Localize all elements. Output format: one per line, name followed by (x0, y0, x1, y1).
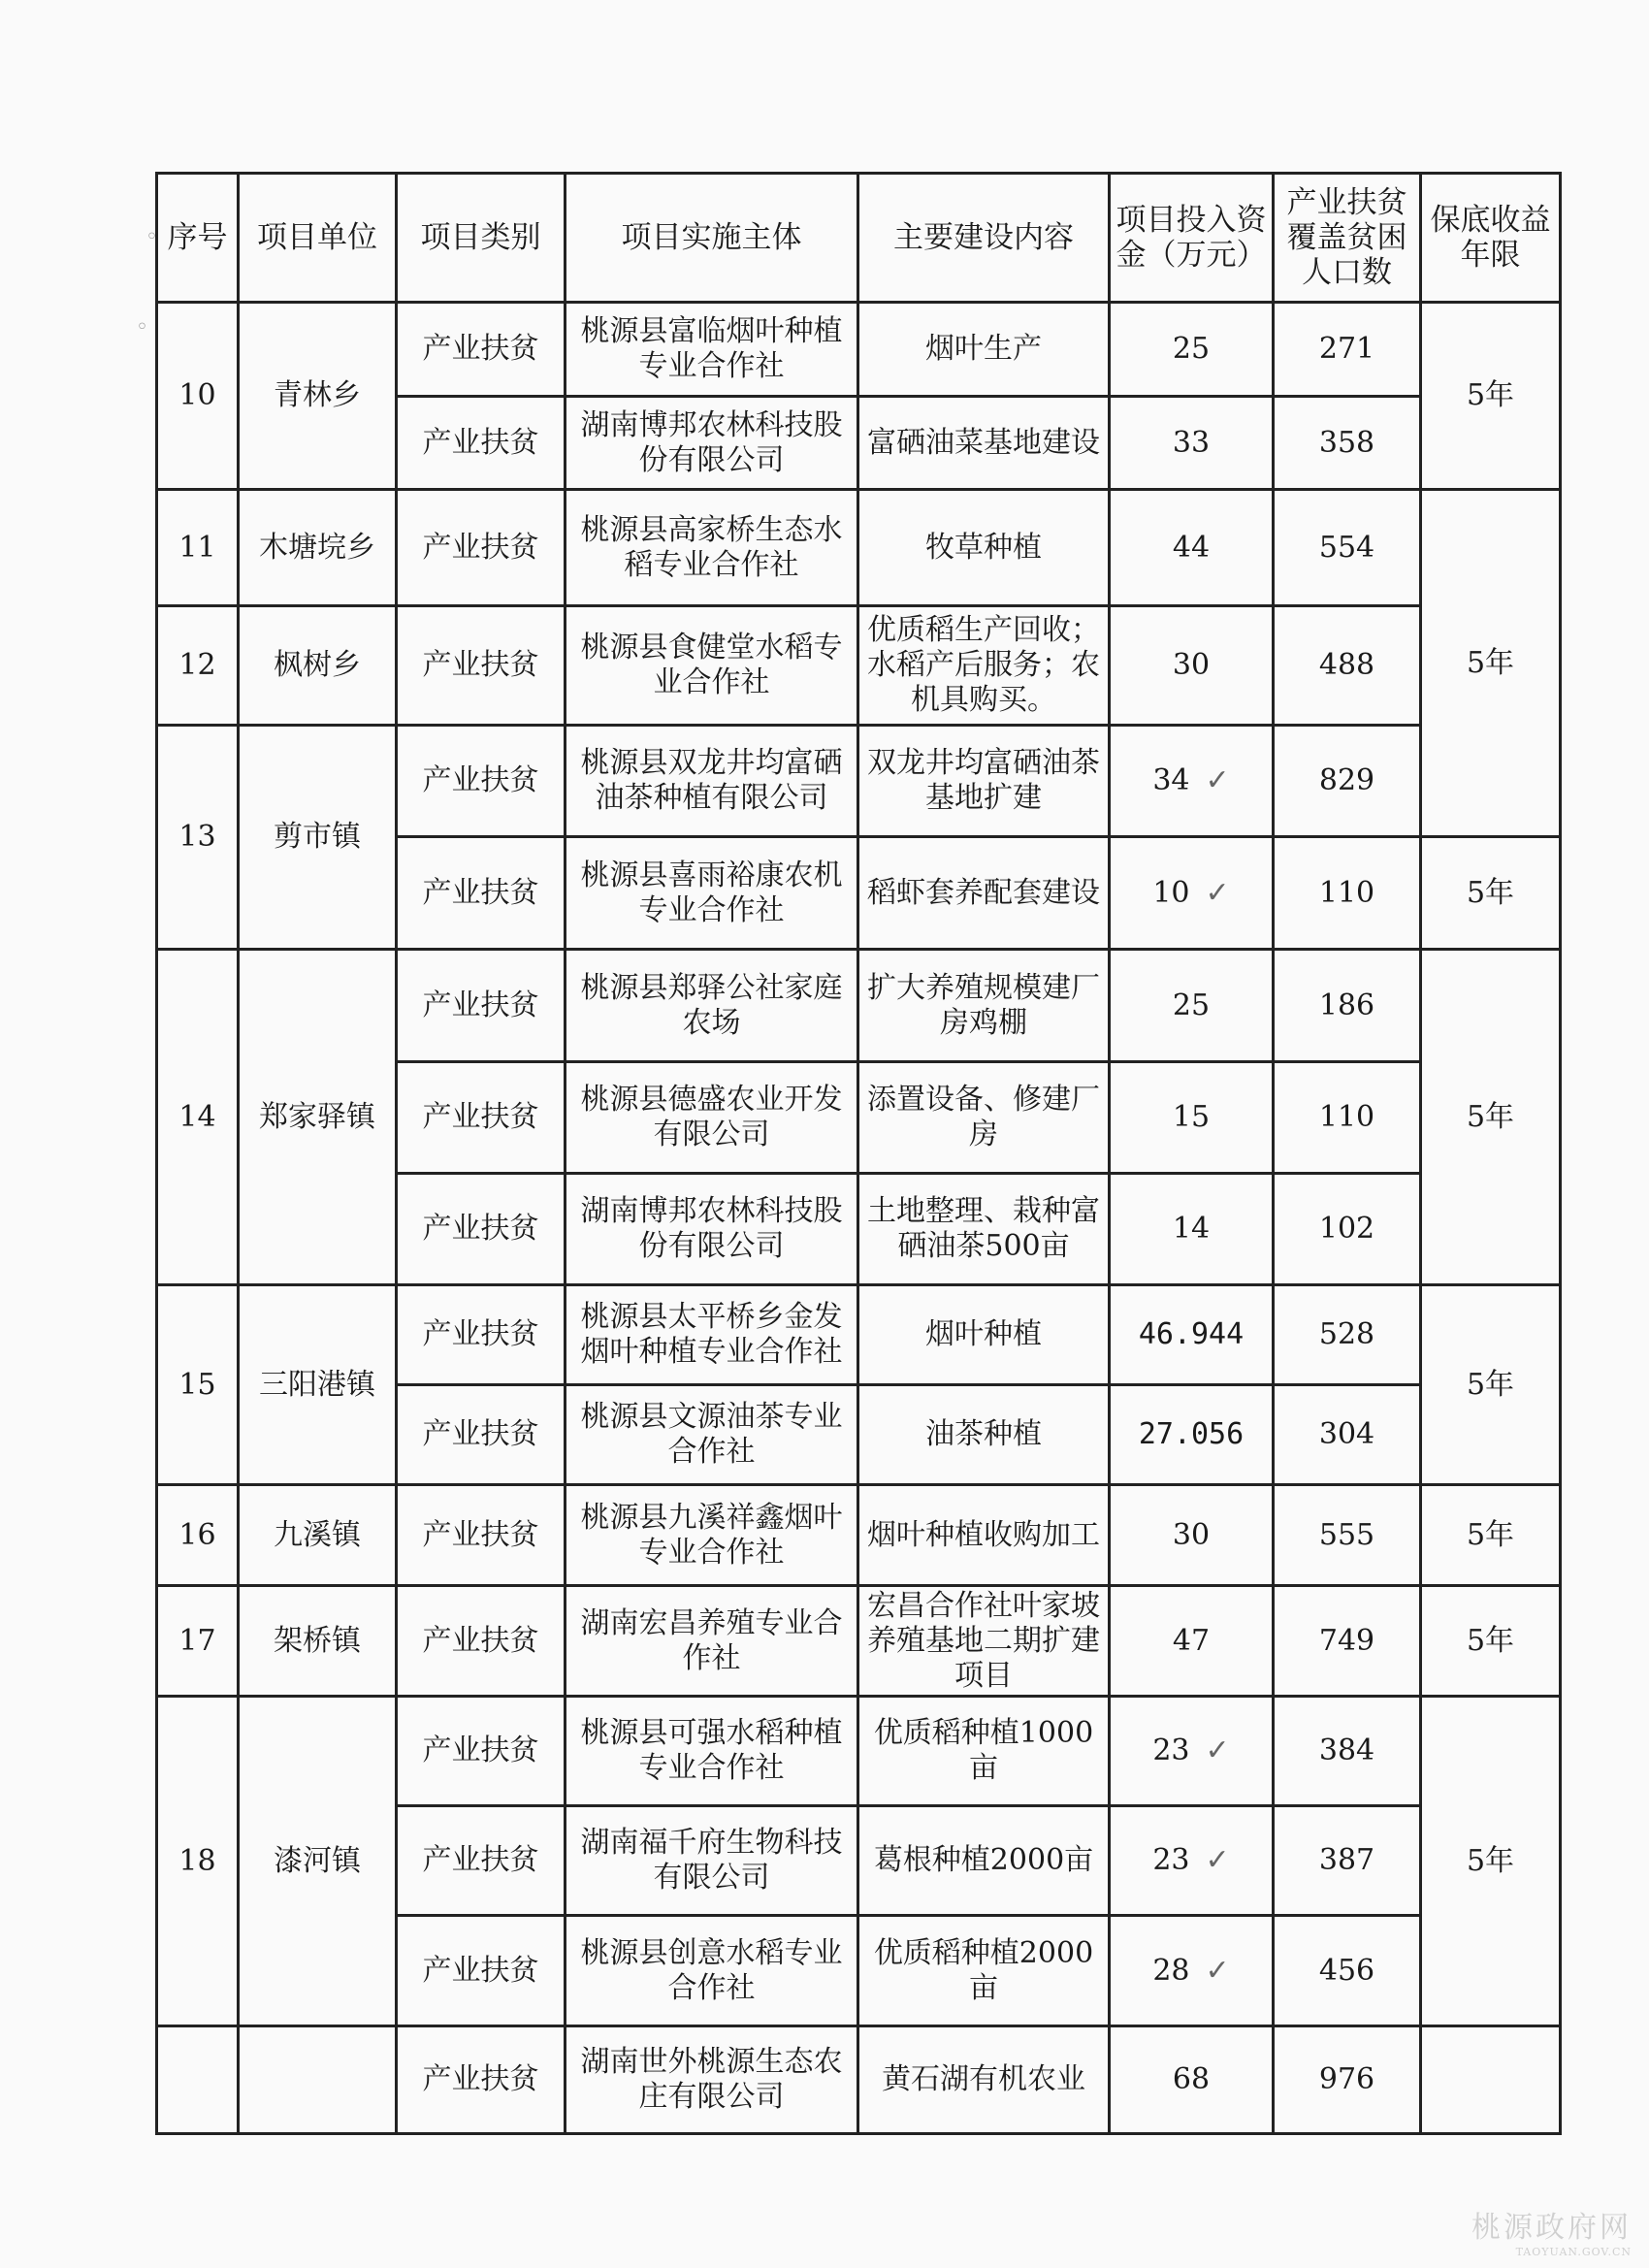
coverage-cell: 488 (1274, 606, 1421, 726)
content-cell: 优质稻种植2000亩 (858, 1916, 1110, 2026)
unit-cell: 三阳港镇 (239, 1285, 397, 1485)
unit-cell: 漆河镇 (239, 1697, 397, 2026)
coverage-cell: 829 (1274, 726, 1421, 837)
entity-cell: 湖南世外桃源生态农庄有限公司 (566, 2026, 858, 2134)
content-cell: 优质稻生产回收；水稻产后服务；农机具购买。 (858, 606, 1110, 726)
investment-cell: 30 (1110, 1485, 1274, 1586)
header-seq: 序号 (157, 174, 239, 303)
header-years: 保底收益年限 (1421, 174, 1561, 303)
category-cell: 产业扶贫 (397, 1586, 566, 1697)
content-cell: 富硒油菜基地建设 (858, 397, 1110, 490)
punch-mark: ◦ (146, 225, 158, 249)
entity-cell: 桃源县文源油茶专业合作社 (566, 1385, 858, 1485)
investment-value: 28 (1152, 1953, 1190, 1988)
investment-cell: 33 (1110, 397, 1274, 490)
investment-cell: 44 (1110, 490, 1274, 606)
investment-value: 34 (1152, 763, 1190, 797)
investment-cell: 68 (1110, 2026, 1274, 2134)
seq-cell (157, 2026, 239, 2134)
entity-cell: 桃源县喜雨裕康农机专业合作社 (566, 837, 858, 950)
seq-cell: 15 (157, 1285, 239, 1485)
coverage-cell: 271 (1274, 303, 1421, 397)
years-cell: 5年 (1421, 837, 1561, 950)
unit-cell: 枫树乡 (239, 606, 397, 726)
category-cell: 产业扶贫 (397, 2026, 566, 2134)
entity-cell: 桃源县食健堂水稻专业合作社 (566, 606, 858, 726)
seq-cell: 17 (157, 1586, 239, 1697)
investment-cell: 25 (1110, 950, 1274, 1062)
investment-cell (1110, 1806, 1274, 1916)
table-row (157, 606, 1561, 726)
table-header-row (157, 174, 1561, 303)
header-content: 主要建设内容 (858, 174, 1110, 303)
years-cell: 5年 (1421, 1586, 1561, 1697)
table-row (157, 303, 1561, 397)
investment-cell: 47 (1110, 1586, 1274, 1697)
entity-cell: 桃源县创意水稻专业合作社 (566, 1916, 858, 2026)
investment-cell: 27.056 (1110, 1385, 1274, 1485)
investment-cell: 30 (1110, 606, 1274, 726)
project-table (155, 172, 1562, 2135)
content-cell: 土地整理、栽种富硒油茶500亩 (858, 1174, 1110, 1285)
investment-cell: 25 (1110, 303, 1274, 397)
header-coverage: 产业扶贫覆盖贫困人口数 (1274, 174, 1421, 303)
content-cell: 烟叶生产 (858, 303, 1110, 397)
check-mark-icon: ✓ (1205, 1733, 1230, 1767)
coverage-cell: 749 (1274, 1586, 1421, 1697)
entity-cell: 湖南博邦农林科技股份有限公司 (566, 1174, 858, 1285)
category-cell: 产业扶贫 (397, 1697, 566, 1806)
investment-cell (1110, 1697, 1274, 1806)
table-row (157, 1285, 1561, 1385)
watermark-url: TAOYUAN.GOV.CN (1515, 2246, 1632, 2258)
entity-cell: 湖南宏昌养殖专业合作社 (566, 1586, 858, 1697)
seq-cell: 16 (157, 1485, 239, 1586)
category-cell: 产业扶贫 (397, 1806, 566, 1916)
category-cell: 产业扶贫 (397, 950, 566, 1062)
years-cell: 5年 (1421, 490, 1561, 837)
check-mark-icon: ✓ (1205, 875, 1230, 910)
content-cell: 葛根种植2000亩 (858, 1806, 1110, 1916)
punch-mark: ◦ (136, 315, 148, 340)
header-category: 项目类别 (397, 174, 566, 303)
unit-cell: 剪市镇 (239, 726, 397, 950)
years-cell: 5年 (1421, 1697, 1561, 2026)
content-cell: 扩大养殖规模建厂房鸡棚 (858, 950, 1110, 1062)
table-row (157, 726, 1561, 837)
category-cell: 产业扶贫 (397, 1174, 566, 1285)
seq-cell: 11 (157, 490, 239, 606)
content-cell: 优质稻种植1000亩 (858, 1697, 1110, 1806)
coverage-cell: 304 (1274, 1385, 1421, 1485)
unit-cell: 木塘垸乡 (239, 490, 397, 606)
check-mark-icon: ✓ (1205, 1953, 1230, 1988)
category-cell: 产业扶贫 (397, 490, 566, 606)
entity-cell: 湖南福千府生物科技有限公司 (566, 1806, 858, 1916)
unit-cell (239, 2026, 397, 2134)
category-cell: 产业扶贫 (397, 1485, 566, 1586)
seq-cell: 18 (157, 1697, 239, 2026)
table-row (157, 950, 1561, 1062)
unit-cell: 架桥镇 (239, 1586, 397, 1697)
content-cell: 黄石湖有机农业 (858, 2026, 1110, 2134)
check-mark-icon: ✓ (1205, 763, 1230, 797)
coverage-cell: 554 (1274, 490, 1421, 606)
seq-cell: 10 (157, 303, 239, 490)
category-cell: 产业扶贫 (397, 303, 566, 397)
years-cell: 5年 (1421, 950, 1561, 1285)
content-cell: 添置设备、修建厂房 (858, 1062, 1110, 1174)
coverage-cell: 555 (1274, 1485, 1421, 1586)
content-cell: 油茶种植 (858, 1385, 1110, 1485)
coverage-cell: 358 (1274, 397, 1421, 490)
investment-value: 10 (1152, 875, 1190, 910)
entity-cell: 桃源县太平桥乡金发烟叶种植专业合作社 (566, 1285, 858, 1385)
entity-cell: 桃源县可强水稻种植专业合作社 (566, 1697, 858, 1806)
watermark-title: 桃源政府网 (1471, 2211, 1632, 2245)
coverage-cell: 387 (1274, 1806, 1421, 1916)
category-cell: 产业扶贫 (397, 726, 566, 837)
unit-cell: 九溪镇 (239, 1485, 397, 1586)
content-cell: 烟叶种植收购加工 (858, 1485, 1110, 1586)
content-cell: 稻虾套养配套建设 (858, 837, 1110, 950)
header-unit: 项目单位 (239, 174, 397, 303)
coverage-cell: 528 (1274, 1285, 1421, 1385)
seq-cell: 14 (157, 950, 239, 1285)
check-mark-icon: ✓ (1205, 1843, 1230, 1877)
table-row (157, 490, 1561, 606)
investment-cell: 15 (1110, 1062, 1274, 1174)
years-cell: 5年 (1421, 1285, 1561, 1485)
investment-cell (1110, 1916, 1274, 2026)
content-cell: 双龙井均富硒油茶基地扩建 (858, 726, 1110, 837)
entity-cell: 桃源县郑驿公社家庭农场 (566, 950, 858, 1062)
years-cell: 5年 (1421, 1485, 1561, 1586)
coverage-cell: 456 (1274, 1916, 1421, 2026)
coverage-cell: 976 (1274, 2026, 1421, 2134)
category-cell: 产业扶贫 (397, 1062, 566, 1174)
category-cell: 产业扶贫 (397, 1916, 566, 2026)
seq-cell: 13 (157, 726, 239, 950)
investment-cell (1110, 837, 1274, 950)
coverage-cell: 384 (1274, 1697, 1421, 1806)
coverage-cell: 110 (1274, 837, 1421, 950)
entity-cell: 桃源县双龙井均富硒油茶种植有限公司 (566, 726, 858, 837)
investment-value: 23 (1152, 1843, 1190, 1877)
content-cell: 宏昌合作社叶家坡养殖基地二期扩建项目 (858, 1586, 1110, 1697)
table-row (157, 1485, 1561, 1586)
years-cell: 5年 (1421, 303, 1561, 490)
coverage-cell: 186 (1274, 950, 1421, 1062)
coverage-cell: 102 (1274, 1174, 1421, 1285)
category-cell: 产业扶贫 (397, 1285, 566, 1385)
unit-cell: 青林乡 (239, 303, 397, 490)
category-cell: 产业扶贫 (397, 397, 566, 490)
category-cell: 产业扶贫 (397, 1385, 566, 1485)
entity-cell: 桃源县高家桥生态水稻专业合作社 (566, 490, 858, 606)
category-cell: 产业扶贫 (397, 837, 566, 950)
coverage-cell: 110 (1274, 1062, 1421, 1174)
seq-cell: 12 (157, 606, 239, 726)
entity-cell: 桃源县德盛农业开发有限公司 (566, 1062, 858, 1174)
years-cell (1421, 2026, 1561, 2134)
entity-cell: 桃源县九溪祥鑫烟叶专业合作社 (566, 1485, 858, 1586)
content-cell: 牧草种植 (858, 490, 1110, 606)
header-entity: 项目实施主体 (566, 174, 858, 303)
unit-cell: 郑家驿镇 (239, 950, 397, 1285)
content-cell: 烟叶种植 (858, 1285, 1110, 1385)
table-row (157, 2026, 1561, 2134)
investment-cell (1110, 726, 1274, 837)
table-row (157, 1586, 1561, 1697)
investment-value: 23 (1152, 1733, 1190, 1767)
investment-cell: 14 (1110, 1174, 1274, 1285)
watermark (1471, 2203, 1632, 2258)
table-row (157, 1697, 1561, 1806)
header-investment: 项目投入资金（万元） (1110, 174, 1274, 303)
entity-cell: 湖南博邦农林科技股份有限公司 (566, 397, 858, 490)
category-cell: 产业扶贫 (397, 606, 566, 726)
investment-cell: 46.944 (1110, 1285, 1274, 1385)
entity-cell: 桃源县富临烟叶种植专业合作社 (566, 303, 858, 397)
